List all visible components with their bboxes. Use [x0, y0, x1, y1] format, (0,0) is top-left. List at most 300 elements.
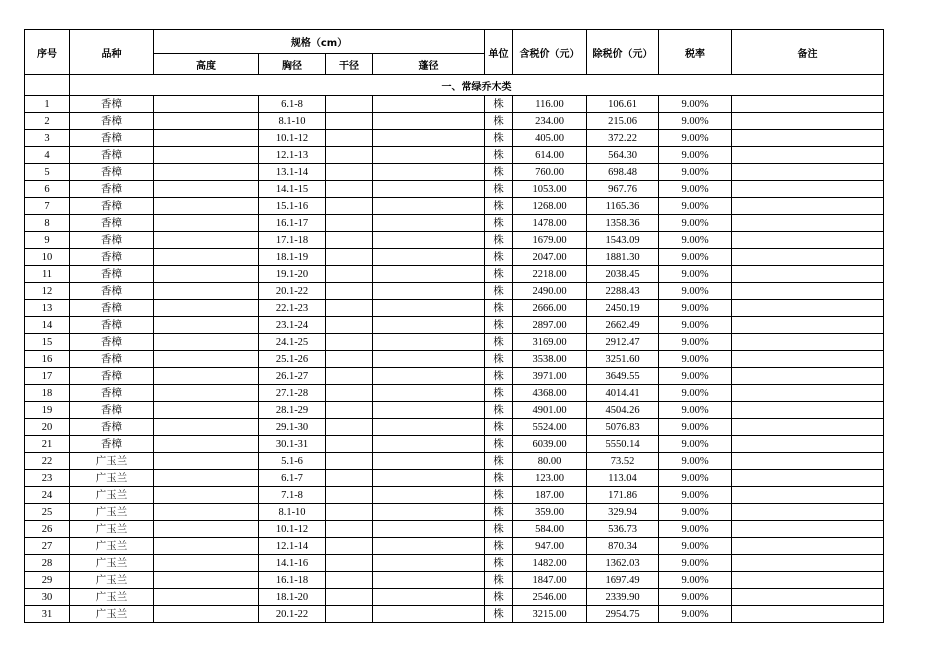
cell-price-tax: 3169.00 — [513, 334, 587, 351]
category-row — [25, 75, 884, 96]
cell-variety: 广玉兰 — [70, 470, 154, 487]
cell-price-notax: 2912.47 — [587, 334, 659, 351]
cell-chest: 23.1-24 — [259, 317, 326, 334]
cell-price-tax: 4368.00 — [513, 385, 587, 402]
cell-height — [154, 606, 259, 623]
cell-price-tax: 116.00 — [513, 96, 587, 113]
cell-chest: 18.1-19 — [259, 249, 326, 266]
cell-unit: 株 — [485, 317, 513, 334]
cell-no: 19 — [25, 402, 70, 419]
cell-no: 24 — [25, 487, 70, 504]
cell-price-notax: 1165.36 — [587, 198, 659, 215]
table-row — [25, 130, 884, 147]
cell-tax-rate: 9.00% — [659, 453, 732, 470]
cell-crown — [373, 385, 485, 402]
cell-remark — [732, 589, 884, 606]
cell-price-notax: 372.22 — [587, 130, 659, 147]
cell-price-notax: 564.30 — [587, 147, 659, 164]
cell-variety: 香樟 — [70, 198, 154, 215]
cell-variety: 香樟 — [70, 419, 154, 436]
table-row — [25, 402, 884, 419]
cell-chest: 30.1-31 — [259, 436, 326, 453]
table-row — [25, 317, 884, 334]
cell-unit: 株 — [485, 470, 513, 487]
cell-chest: 5.1-6 — [259, 453, 326, 470]
header-unit: 单位 — [485, 30, 513, 75]
header-price-tax: 含税价（元） — [513, 30, 587, 75]
cell-height — [154, 419, 259, 436]
cell-price-notax: 2339.90 — [587, 589, 659, 606]
cell-height — [154, 147, 259, 164]
table-row — [25, 538, 884, 555]
cell-trunk — [326, 266, 373, 283]
table-body — [25, 75, 884, 623]
cell-trunk — [326, 130, 373, 147]
cell-unit: 株 — [485, 368, 513, 385]
table-row — [25, 215, 884, 232]
cell-trunk — [326, 419, 373, 436]
cell-price-tax: 123.00 — [513, 470, 587, 487]
table-row — [25, 334, 884, 351]
cell-price-notax: 4014.41 — [587, 385, 659, 402]
cell-price-tax: 187.00 — [513, 487, 587, 504]
cell-remark — [732, 555, 884, 572]
cell-no: 5 — [25, 164, 70, 181]
cell-crown — [373, 317, 485, 334]
cell-variety: 广玉兰 — [70, 487, 154, 504]
cell-price-tax: 614.00 — [513, 147, 587, 164]
cell-height — [154, 589, 259, 606]
cell-remark — [732, 504, 884, 521]
cell-remark — [732, 470, 884, 487]
cell-trunk — [326, 147, 373, 164]
cell-price-notax: 536.73 — [587, 521, 659, 538]
cell-price-notax: 1543.09 — [587, 232, 659, 249]
cell-remark — [732, 283, 884, 300]
cell-price-notax: 3251.60 — [587, 351, 659, 368]
cell-height — [154, 351, 259, 368]
cell-height — [154, 385, 259, 402]
cell-no: 18 — [25, 385, 70, 402]
table-row — [25, 232, 884, 249]
cell-chest: 24.1-25 — [259, 334, 326, 351]
cell-price-notax: 1881.30 — [587, 249, 659, 266]
cell-crown — [373, 198, 485, 215]
cell-tax-rate: 9.00% — [659, 300, 732, 317]
cell-height — [154, 538, 259, 555]
cell-trunk — [326, 402, 373, 419]
cell-price-tax: 2897.00 — [513, 317, 587, 334]
cell-variety: 香樟 — [70, 266, 154, 283]
cell-chest: 17.1-18 — [259, 232, 326, 249]
cell-variety: 香樟 — [70, 232, 154, 249]
cell-unit: 株 — [485, 555, 513, 572]
cell-height — [154, 521, 259, 538]
cell-unit: 株 — [485, 419, 513, 436]
cell-price-tax: 947.00 — [513, 538, 587, 555]
cell-trunk — [326, 572, 373, 589]
cell-no: 20 — [25, 419, 70, 436]
cell-unit: 株 — [485, 453, 513, 470]
cell-chest: 13.1-14 — [259, 164, 326, 181]
cell-tax-rate: 9.00% — [659, 249, 732, 266]
cell-trunk — [326, 351, 373, 368]
cell-variety: 广玉兰 — [70, 572, 154, 589]
header-trunk: 干径 — [326, 54, 373, 75]
cell-price-tax: 2047.00 — [513, 249, 587, 266]
cell-variety: 香樟 — [70, 368, 154, 385]
cell-trunk — [326, 317, 373, 334]
cell-price-tax: 405.00 — [513, 130, 587, 147]
cell-price-tax: 5524.00 — [513, 419, 587, 436]
cell-tax-rate: 9.00% — [659, 606, 732, 623]
table-row — [25, 147, 884, 164]
cell-chest: 19.1-20 — [259, 266, 326, 283]
cell-price-tax: 3215.00 — [513, 606, 587, 623]
category-title: 一、常绿乔木类 — [70, 75, 884, 96]
cell-price-notax: 1697.49 — [587, 572, 659, 589]
cell-crown — [373, 232, 485, 249]
cell-tax-rate: 9.00% — [659, 198, 732, 215]
header-variety: 品种 — [70, 30, 154, 75]
cell-crown — [373, 351, 485, 368]
cell-crown — [373, 113, 485, 130]
cell-no: 25 — [25, 504, 70, 521]
cell-tax-rate: 9.00% — [659, 385, 732, 402]
cell-trunk — [326, 249, 373, 266]
cell-variety: 广玉兰 — [70, 606, 154, 623]
cell-variety: 香樟 — [70, 113, 154, 130]
cell-trunk — [326, 385, 373, 402]
table-row — [25, 96, 884, 113]
cell-variety: 香樟 — [70, 181, 154, 198]
cell-crown — [373, 283, 485, 300]
cell-height — [154, 96, 259, 113]
cell-no: 10 — [25, 249, 70, 266]
cell-chest: 7.1-8 — [259, 487, 326, 504]
cell-variety: 广玉兰 — [70, 555, 154, 572]
cell-variety: 香樟 — [70, 96, 154, 113]
cell-variety: 广玉兰 — [70, 538, 154, 555]
cell-remark — [732, 436, 884, 453]
cell-tax-rate: 9.00% — [659, 164, 732, 181]
table-row — [25, 504, 884, 521]
cell-price-notax: 2662.49 — [587, 317, 659, 334]
cell-variety: 香樟 — [70, 130, 154, 147]
cell-height — [154, 334, 259, 351]
cell-trunk — [326, 487, 373, 504]
cell-remark — [732, 181, 884, 198]
cell-tax-rate: 9.00% — [659, 130, 732, 147]
cell-trunk — [326, 453, 373, 470]
cell-remark — [732, 368, 884, 385]
cell-no: 31 — [25, 606, 70, 623]
cell-height — [154, 572, 259, 589]
cell-price-tax: 2546.00 — [513, 589, 587, 606]
cell-height — [154, 470, 259, 487]
cell-tax-rate: 9.00% — [659, 419, 732, 436]
cell-chest: 6.1-7 — [259, 470, 326, 487]
cell-price-notax: 329.94 — [587, 504, 659, 521]
cell-variety: 广玉兰 — [70, 589, 154, 606]
table-row — [25, 113, 884, 130]
cell-remark — [732, 538, 884, 555]
cell-tax-rate: 9.00% — [659, 334, 732, 351]
cell-price-notax: 2954.75 — [587, 606, 659, 623]
cell-crown — [373, 538, 485, 555]
cell-no: 29 — [25, 572, 70, 589]
table-row — [25, 368, 884, 385]
cell-no: 2 — [25, 113, 70, 130]
cell-crown — [373, 606, 485, 623]
cell-crown — [373, 589, 485, 606]
cell-price-tax: 1478.00 — [513, 215, 587, 232]
cell-trunk — [326, 283, 373, 300]
table-row — [25, 487, 884, 504]
cell-price-notax: 5076.83 — [587, 419, 659, 436]
cell-tax-rate: 9.00% — [659, 283, 732, 300]
cell-unit: 株 — [485, 198, 513, 215]
cell-tax-rate: 9.00% — [659, 181, 732, 198]
cell-trunk — [326, 368, 373, 385]
cell-remark — [732, 419, 884, 436]
cell-chest: 18.1-20 — [259, 589, 326, 606]
cell-remark — [732, 572, 884, 589]
cell-variety: 香樟 — [70, 147, 154, 164]
cell-unit: 株 — [485, 572, 513, 589]
cell-price-notax: 967.76 — [587, 181, 659, 198]
cell-chest: 22.1-23 — [259, 300, 326, 317]
cell-no: 1 — [25, 96, 70, 113]
cell-height — [154, 232, 259, 249]
header-price-notax: 除税价（元） — [587, 30, 659, 75]
cell-unit: 株 — [485, 215, 513, 232]
cell-height — [154, 249, 259, 266]
table-row — [25, 249, 884, 266]
cell-unit: 株 — [485, 402, 513, 419]
header-height: 高度 — [154, 54, 259, 75]
cell-trunk — [326, 589, 373, 606]
cell-price-notax: 2288.43 — [587, 283, 659, 300]
cell-price-tax: 4901.00 — [513, 402, 587, 419]
cell-unit: 株 — [485, 334, 513, 351]
cell-price-tax: 6039.00 — [513, 436, 587, 453]
cell-price-tax: 2490.00 — [513, 283, 587, 300]
cell-trunk — [326, 504, 373, 521]
cell-trunk — [326, 436, 373, 453]
cell-price-notax: 2450.19 — [587, 300, 659, 317]
price-table — [24, 29, 884, 623]
header-spec: 规格（cm） — [154, 30, 485, 54]
cell-height — [154, 198, 259, 215]
cell-height — [154, 266, 259, 283]
cell-no: 16 — [25, 351, 70, 368]
cell-unit: 株 — [485, 96, 513, 113]
cell-tax-rate: 9.00% — [659, 555, 732, 572]
cell-height — [154, 402, 259, 419]
cell-tax-rate: 9.00% — [659, 402, 732, 419]
cell-no: 3 — [25, 130, 70, 147]
cell-unit: 株 — [485, 606, 513, 623]
cell-tax-rate: 9.00% — [659, 368, 732, 385]
cell-price-tax: 760.00 — [513, 164, 587, 181]
cell-unit: 株 — [485, 385, 513, 402]
cell-height — [154, 504, 259, 521]
cell-height — [154, 368, 259, 385]
cell-price-tax: 1268.00 — [513, 198, 587, 215]
table-row — [25, 181, 884, 198]
cell-trunk — [326, 198, 373, 215]
cell-no: 7 — [25, 198, 70, 215]
cell-remark — [732, 402, 884, 419]
cell-height — [154, 317, 259, 334]
cell-tax-rate: 9.00% — [659, 487, 732, 504]
cell-trunk — [326, 113, 373, 130]
cell-chest: 8.1-10 — [259, 113, 326, 130]
cell-price-notax: 870.34 — [587, 538, 659, 555]
cell-tax-rate: 9.00% — [659, 147, 732, 164]
cell-price-notax: 106.61 — [587, 96, 659, 113]
cell-chest: 8.1-10 — [259, 504, 326, 521]
cell-tax-rate: 9.00% — [659, 96, 732, 113]
cell-crown — [373, 436, 485, 453]
cell-unit: 株 — [485, 249, 513, 266]
cell-variety: 香樟 — [70, 164, 154, 181]
cell-unit: 株 — [485, 164, 513, 181]
cell-remark — [732, 385, 884, 402]
cell-remark — [732, 249, 884, 266]
table-row — [25, 164, 884, 181]
cell-height — [154, 164, 259, 181]
cell-crown — [373, 453, 485, 470]
cell-crown — [373, 521, 485, 538]
table-header — [25, 30, 884, 75]
cell-tax-rate: 9.00% — [659, 521, 732, 538]
cell-trunk — [326, 215, 373, 232]
cell-variety: 香樟 — [70, 300, 154, 317]
cell-remark — [732, 317, 884, 334]
cell-unit: 株 — [485, 504, 513, 521]
cell-height — [154, 300, 259, 317]
cell-price-tax: 3971.00 — [513, 368, 587, 385]
cell-chest: 15.1-16 — [259, 198, 326, 215]
table-row — [25, 521, 884, 538]
cell-price-notax: 698.48 — [587, 164, 659, 181]
cell-tax-rate: 9.00% — [659, 504, 732, 521]
cell-tax-rate: 9.00% — [659, 317, 732, 334]
cell-unit: 株 — [485, 538, 513, 555]
table-row — [25, 198, 884, 215]
cell-unit: 株 — [485, 232, 513, 249]
cell-chest: 10.1-12 — [259, 130, 326, 147]
cell-price-notax: 1362.03 — [587, 555, 659, 572]
category-blank — [25, 75, 70, 96]
cell-chest: 16.1-17 — [259, 215, 326, 232]
table-row — [25, 453, 884, 470]
table-row — [25, 606, 884, 623]
cell-price-notax: 5550.14 — [587, 436, 659, 453]
cell-tax-rate: 9.00% — [659, 436, 732, 453]
cell-height — [154, 113, 259, 130]
table-row — [25, 419, 884, 436]
cell-price-tax: 584.00 — [513, 521, 587, 538]
cell-price-notax: 73.52 — [587, 453, 659, 470]
cell-variety: 广玉兰 — [70, 504, 154, 521]
header-seq: 序号 — [25, 30, 70, 75]
cell-price-notax: 3649.55 — [587, 368, 659, 385]
cell-chest: 6.1-8 — [259, 96, 326, 113]
cell-unit: 株 — [485, 181, 513, 198]
cell-crown — [373, 215, 485, 232]
cell-unit: 株 — [485, 300, 513, 317]
cell-trunk — [326, 300, 373, 317]
cell-unit: 株 — [485, 130, 513, 147]
cell-remark — [732, 334, 884, 351]
cell-trunk — [326, 555, 373, 572]
cell-price-tax: 2218.00 — [513, 266, 587, 283]
cell-price-tax: 2666.00 — [513, 300, 587, 317]
cell-remark — [732, 606, 884, 623]
header-crown: 蓬径 — [373, 54, 485, 75]
cell-price-notax: 2038.45 — [587, 266, 659, 283]
header-remark: 备注 — [732, 30, 884, 75]
cell-chest: 14.1-16 — [259, 555, 326, 572]
cell-price-tax: 3538.00 — [513, 351, 587, 368]
cell-crown — [373, 164, 485, 181]
cell-price-notax: 215.06 — [587, 113, 659, 130]
cell-chest: 26.1-27 — [259, 368, 326, 385]
cell-variety: 香樟 — [70, 436, 154, 453]
cell-no: 22 — [25, 453, 70, 470]
cell-remark — [732, 232, 884, 249]
cell-chest: 27.1-28 — [259, 385, 326, 402]
cell-chest: 25.1-26 — [259, 351, 326, 368]
cell-crown — [373, 334, 485, 351]
cell-unit: 株 — [485, 351, 513, 368]
cell-height — [154, 453, 259, 470]
cell-trunk — [326, 334, 373, 351]
table-row — [25, 300, 884, 317]
cell-no: 9 — [25, 232, 70, 249]
cell-remark — [732, 266, 884, 283]
cell-trunk — [326, 96, 373, 113]
cell-unit: 株 — [485, 147, 513, 164]
cell-no: 17 — [25, 368, 70, 385]
cell-crown — [373, 96, 485, 113]
cell-no: 8 — [25, 215, 70, 232]
cell-price-tax: 80.00 — [513, 453, 587, 470]
table-row — [25, 351, 884, 368]
cell-remark — [732, 215, 884, 232]
cell-tax-rate: 9.00% — [659, 470, 732, 487]
cell-chest: 20.1-22 — [259, 606, 326, 623]
cell-price-tax: 359.00 — [513, 504, 587, 521]
cell-price-notax: 171.86 — [587, 487, 659, 504]
cell-crown — [373, 266, 485, 283]
cell-tax-rate: 9.00% — [659, 113, 732, 130]
cell-tax-rate: 9.00% — [659, 538, 732, 555]
cell-remark — [732, 147, 884, 164]
cell-trunk — [326, 470, 373, 487]
cell-crown — [373, 419, 485, 436]
cell-remark — [732, 164, 884, 181]
cell-no: 21 — [25, 436, 70, 453]
table-row — [25, 266, 884, 283]
cell-no: 23 — [25, 470, 70, 487]
cell-remark — [732, 113, 884, 130]
cell-no: 28 — [25, 555, 70, 572]
cell-trunk — [326, 164, 373, 181]
